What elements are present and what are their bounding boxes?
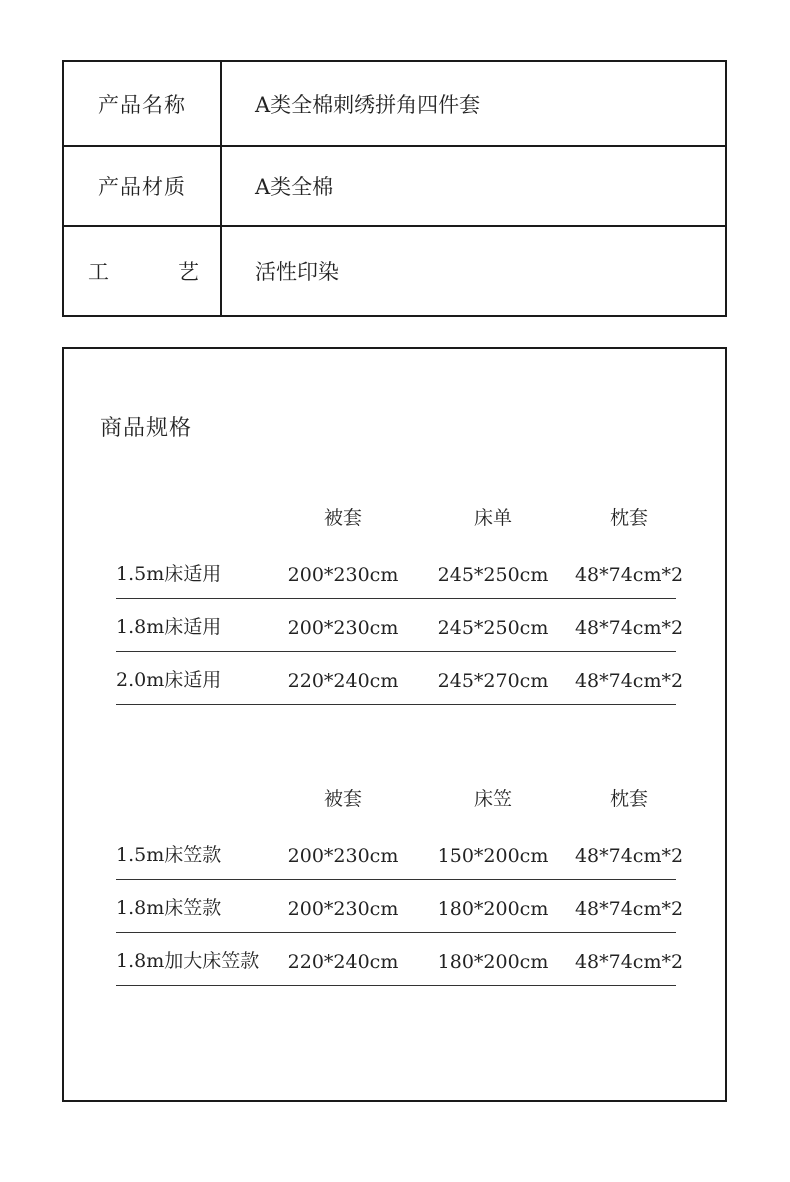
size-name: 1.8m床适用 <box>116 616 222 638</box>
cell-value: 48*74cm*2 <box>574 564 684 586</box>
spec-table-fitted <box>116 778 684 986</box>
cell-value: 200*230cm <box>287 617 399 639</box>
cell-value: 180*200cm <box>437 898 549 920</box>
table-row <box>116 599 684 652</box>
size-name: 1.8m加大床笠款 <box>116 950 260 972</box>
cell-value: 48*74cm*2 <box>574 617 684 639</box>
table-row <box>116 933 684 986</box>
info-label: 产品材质 <box>64 147 222 225</box>
size-name: 1.5m床笠款 <box>116 844 222 866</box>
col-header: 枕套 <box>609 788 649 810</box>
cell-value: 200*230cm <box>287 898 399 920</box>
table-row <box>116 537 684 599</box>
col-header: 被套 <box>323 507 363 529</box>
cell-value: 48*74cm*2 <box>574 845 684 867</box>
size-name: 1.8m床笠款 <box>116 897 222 919</box>
size-name: 2.0m床适用 <box>116 669 222 691</box>
info-label: 产品名称 <box>64 62 222 145</box>
cell-value: 220*240cm <box>287 670 399 692</box>
cell-value: 245*250cm <box>437 617 549 639</box>
col-header: 被套 <box>323 788 363 810</box>
spec-box <box>62 347 727 1102</box>
spec-title: 商品规格 <box>100 416 193 441</box>
info-label-right: 艺 <box>178 260 200 284</box>
size-name: 1.5m床适用 <box>116 563 222 585</box>
table-row <box>116 818 684 880</box>
table-header-row <box>116 778 676 818</box>
info-row-material <box>64 147 725 227</box>
spec-table-standard <box>116 497 684 705</box>
cell-value: 220*240cm <box>287 951 399 973</box>
info-label-craft <box>64 227 222 315</box>
cell-value: 48*74cm*2 <box>574 951 684 973</box>
cell-value: 150*200cm <box>437 845 549 867</box>
info-value: A类全棉刺绣拼角四件套 <box>255 92 481 117</box>
col-header: 枕套 <box>609 507 649 529</box>
cell-value: 200*230cm <box>287 564 399 586</box>
info-label-left: 工 <box>88 260 110 284</box>
col-header: 床笠 <box>473 788 513 810</box>
info-row-product-name <box>64 62 725 147</box>
col-header: 床单 <box>473 507 513 529</box>
cell-value: 180*200cm <box>437 951 549 973</box>
cell-value: 48*74cm*2 <box>574 898 684 920</box>
product-info-table <box>62 60 727 317</box>
table-row <box>116 880 684 933</box>
cell-value: 48*74cm*2 <box>574 670 684 692</box>
cell-value: 200*230cm <box>287 845 399 867</box>
cell-value: 245*250cm <box>437 564 549 586</box>
table-row <box>116 652 684 705</box>
cell-value: 245*270cm <box>437 670 549 692</box>
info-row-craft <box>64 227 725 315</box>
info-value: A类全棉 <box>255 175 334 199</box>
table-header-row <box>116 497 676 537</box>
info-value: 活性印染 <box>255 260 339 284</box>
